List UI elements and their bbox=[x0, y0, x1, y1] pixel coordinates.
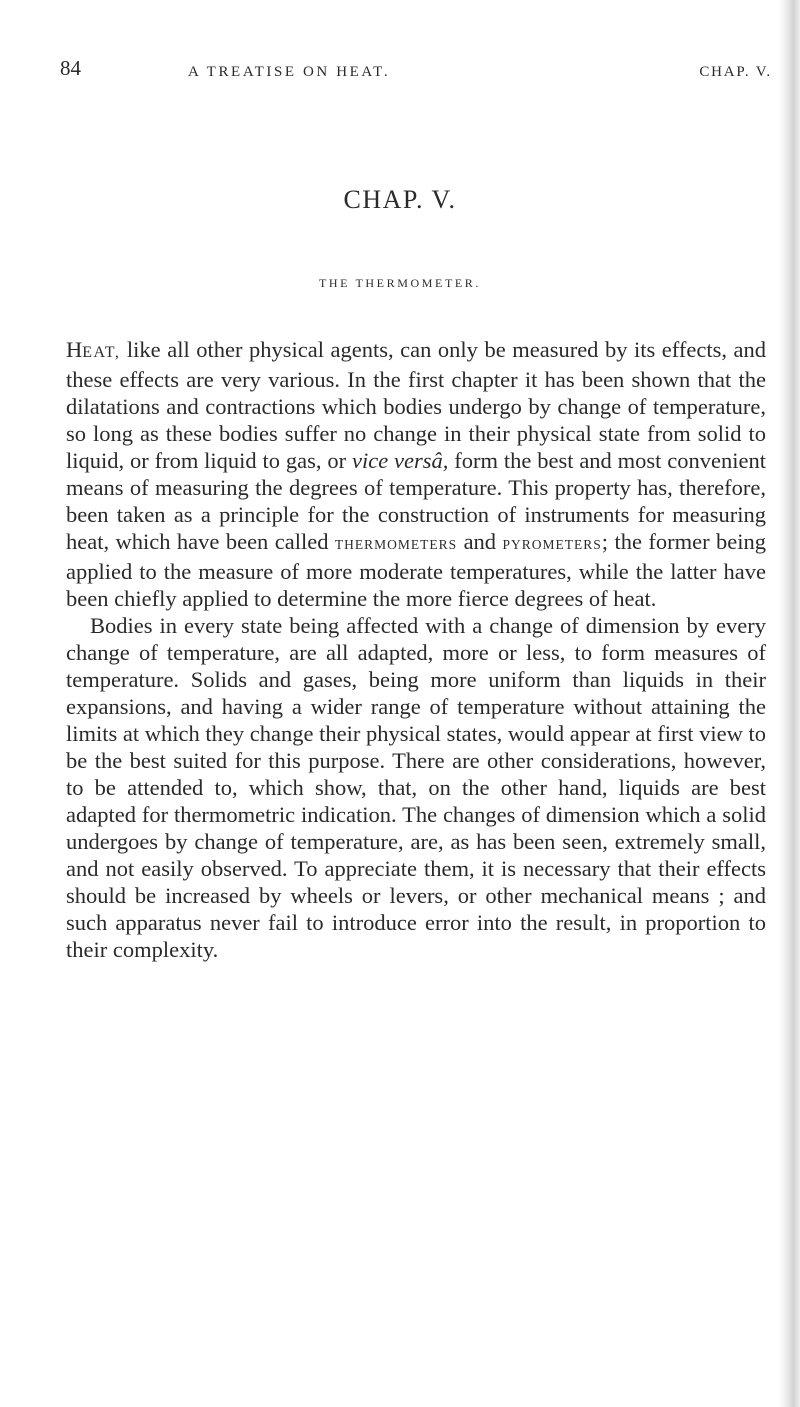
paragraph-text: and bbox=[457, 529, 503, 554]
page-number: 84 bbox=[60, 56, 81, 80]
body-text bbox=[66, 336, 766, 963]
italic-phrase: vice versâ, bbox=[351, 448, 449, 473]
running-title: A TREATISE ON HEAT. bbox=[188, 64, 391, 80]
paragraph-2: Bodies in every state being affected with a change of dimension by every change of temperature, are all adapted, more or less, to form measures of temperature. Solids and gases, being more uniform than liquids in their expansions, and having a wider range of temperature without attaining the limits at which they change their physical states, would appear at first view to be the best suited for this purpose. There are other considerations, however, to be attended to, which show, that, on the other hand, liquids are best adapted for thermometric indication. The changes of dimension which a solid undergoes by change of temperature, are, as has been seen, extremely small, and not easily observed. To appreciate them, it is necessary that their effects should be increased by wheels or levers, or other mechanical means ; and such apparatus never fail to introduce error into the result, in proportion to their complexity. bbox=[66, 613, 766, 962]
chapter-subtitle: THE THERMOMETER. bbox=[318, 276, 482, 290]
running-chapter-ref: CHAP. V. bbox=[699, 64, 772, 80]
lead-small-caps: EAT, bbox=[82, 344, 121, 361]
term-thermometers: THERMOMETERS bbox=[334, 537, 458, 552]
running-header bbox=[60, 56, 772, 86]
term-pyrometers: PYROMETERS bbox=[502, 537, 602, 552]
paragraph-text: like all other physical agents, can only be measured by its effects, and these effects are very various. In the first chapter it has been shown that the dilatations and contractions which bodies undergo by change of temperature, so long as these bodies suffer no change in their physical state from solid to liquid, or from liquid to gas, or bbox=[66, 337, 766, 473]
paragraph-1 bbox=[66, 336, 766, 612]
paragraph-text: form the best and most convenient means of measuring the degrees of temperature. This property has, therefore, been taken as a principle for the construction of instruments for measuring heat, which have been called bbox=[66, 448, 766, 554]
chapter-heading: CHAP. V. bbox=[343, 185, 457, 214]
lead-initial: H bbox=[66, 337, 83, 362]
paragraph-text: ; the former being applied to the measure of more moderate temperatures, while the latter have been chiefly applied to determine the more fierce degrees of heat. bbox=[66, 529, 766, 611]
